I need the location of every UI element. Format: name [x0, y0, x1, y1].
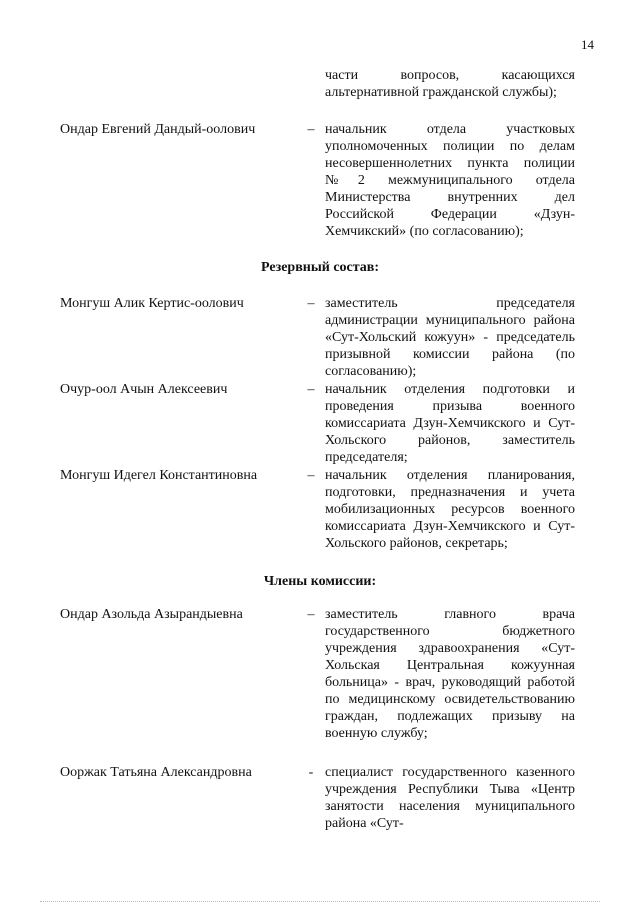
- person-name: Ондар Азольда Азырандыевна: [60, 607, 243, 622]
- dash-separator: –: [307, 607, 315, 622]
- person-position: начальник отделения подготовки и проведения призыва военного комиссариата Дзун-Хемчикского и Сут-Хольского районов, заместитель председателя;: [325, 382, 575, 465]
- dash-separator: –: [307, 296, 315, 311]
- members-heading: Члены комиссии:: [263, 574, 377, 589]
- person-name: Ондар Евгений Дандый-оолович: [60, 122, 256, 137]
- person-name: Монгуш Алик Кертис-оолович: [60, 296, 244, 311]
- person-position: начальник отделения планирования, подготовки, предназначения и учета мобилизационных ресурсов военного комиссариата Дзун-Хемчикского и Сут-Хольского районов, секретарь;: [325, 468, 575, 551]
- dash-separator: –: [307, 468, 315, 483]
- person-name: Очур-оол Ачын Алексеевич: [60, 382, 228, 397]
- person-position: специалист государственного казенного учреждения Республики Тыва «Центр занятости населения муниципального района «Сут-: [325, 765, 575, 831]
- continuation-text: части вопросов, касающихся альтернативной гражданской службы);: [325, 68, 575, 100]
- dash-separator: –: [307, 122, 315, 137]
- reserve-heading: Резервный состав:: [260, 260, 380, 275]
- person-name: Монгуш Идегел Константиновна: [60, 468, 258, 483]
- person-position: заместитель председателя администрации муниципального района «Сут-Хольский кожуун» - председатель призывной комиссии района (по согласованию);: [325, 296, 575, 379]
- person-position: заместитель главного врача государственного бюджетного учреждения здравоохранения «Сут-Хольская Центральная кожуунная больница» - врач, руководящий работой по медицинскому освидетельствованию граждан, подлежащих призыву на военную службу;: [325, 607, 575, 741]
- person-position: начальник отдела участковых уполномоченных полиции по делам несовершеннолетних пункта полиции №2 межмуниципального отдела Министерства внутренних дел Российской Федерации «Дзун-Хемчикский» (по согласованию);: [325, 122, 575, 239]
- dash-separator: –: [307, 382, 315, 397]
- dash-separator: -: [308, 765, 314, 780]
- page-number: 14: [581, 37, 594, 52]
- person-name: Ооржак Татьяна Александровна: [60, 765, 252, 780]
- page-bottom-edge: [40, 901, 600, 905]
